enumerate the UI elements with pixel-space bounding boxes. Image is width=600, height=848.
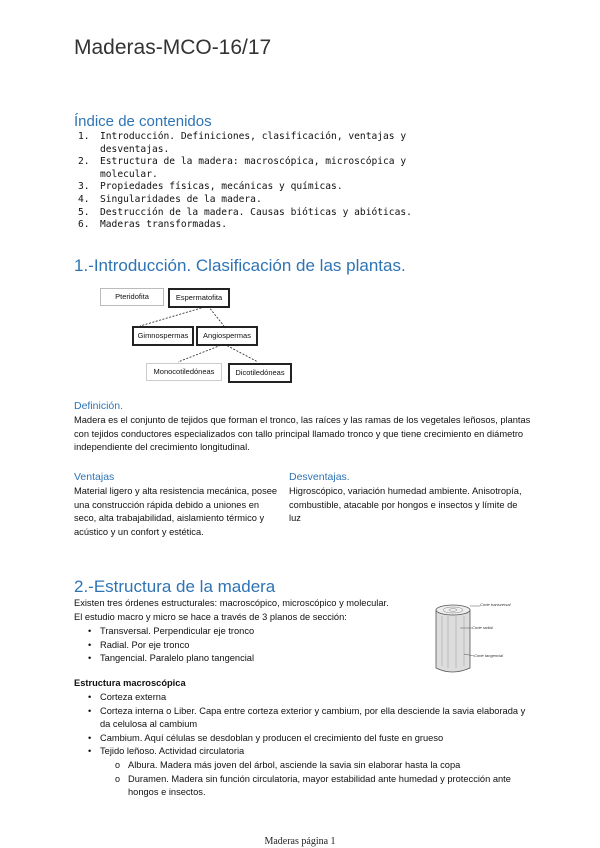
toc-item[interactable] (78, 219, 438, 232)
desventajas-text: Higroscópico, variación humedad ambiente. Anisotropía, combustible, atacable por hongos e insectos y límite de luz (289, 486, 522, 523)
figure-label: Corte tangencial (474, 653, 504, 658)
list-item: • Transversal. Perpendicular eje tronco (86, 625, 386, 639)
macro-list (86, 691, 526, 759)
document-title: Maderas-MCO-16/17 (74, 36, 272, 59)
toc-text: Estructura de la madera: macroscópica, microscópica y molecular. (100, 156, 407, 180)
planos-list (86, 625, 386, 666)
macro-heading: Estructura macroscópica (74, 678, 186, 688)
toc-number: 3. (78, 181, 90, 193)
ventajas-heading: Ventajas (74, 471, 115, 483)
toc-text: Introducción. Definiciones, clasificación, ventajas y desventajas. (100, 131, 407, 155)
list-item: • Corteza interna o Liber. Capa entre corteza exterior y cambium, por ella desciende la savia elaborada y da celulosa al cambium (86, 705, 526, 732)
definicion-heading: Definición. (74, 400, 124, 412)
trunk-drawing (430, 602, 530, 678)
classification-diagram (96, 286, 296, 386)
node-angiospermas: Angiospermas (196, 326, 258, 346)
list-item: • Radial. Por eje tronco (86, 639, 386, 653)
section2-intro-1: Existen tres órdenes estructurales: macroscópico, microscópico y molecular. (74, 598, 389, 608)
list-item: • Corteza externa (86, 691, 526, 705)
connector-line (224, 344, 258, 362)
toc-number: 4. (78, 193, 90, 205)
list-item: o Duramen. Madera sin función circulatoria, mayor estabilidad ante humedad y protección ante hongos e insectos. (114, 773, 534, 800)
section2-intro-2: El estudio macro y micro se hace a través de 3 planos de sección: (74, 612, 347, 622)
toc-item[interactable] (78, 156, 438, 181)
desventajas-heading: Desventajas. (289, 471, 350, 483)
node-pteridofita: Pteridofita (100, 288, 164, 306)
node-gimnospermas: Gimnospermas (132, 326, 194, 346)
trunk-figure (430, 602, 530, 678)
toc-text: Maderas transformadas. (100, 219, 228, 231)
toc-text: Destrucción de la madera. Causas bióticas y abióticas. (100, 206, 412, 218)
toc-item[interactable] (78, 207, 438, 220)
node-monocotiledoneas: Monocotiledóneas (146, 363, 222, 381)
sub-list (114, 759, 534, 800)
toc-text: Propiedades físicas, mecánicas y químicas. (100, 181, 343, 193)
list-item: • Tejido leñoso. Actividad circulatoria (86, 745, 526, 759)
toc-number: 1. (78, 131, 90, 142)
toc-number: 2. (78, 156, 90, 168)
toc-item[interactable] (78, 194, 438, 207)
toc-list (78, 131, 438, 232)
figure-label: Corte transversal (480, 602, 511, 607)
section2-heading: 2.-Estructura de la madera (74, 577, 276, 596)
figure-label: Corte radial (472, 625, 493, 630)
toc-item[interactable] (78, 131, 438, 156)
ventajas-text: Material ligero y alta resistencia mecánica, posee una construcción rápida debido a uniones en seco, alta trabajabilidad, aislamiento térmico y acústico y un confort y estética. (74, 486, 278, 537)
toc-item[interactable] (78, 181, 438, 194)
connector-line (140, 306, 208, 326)
page-footer: Maderas página 1 (264, 836, 336, 847)
section1-heading: 1.-Introducción. Clasificación de las plantas. (74, 256, 406, 275)
list-item: o Albura. Madera más joven del árbol, asciende la savia sin elaborar hasta la copa (114, 759, 534, 773)
node-espermatofita: Espermatofita (168, 288, 230, 308)
toc-number: 5. (78, 206, 90, 218)
node-dicotiledoneas: Dicotiledóneas (228, 363, 292, 383)
toc-number: 6. (78, 219, 90, 231)
list-item: • Cambium. Aquí células se desdoblan y producen el crecimiento del fuste en grueso (86, 732, 526, 746)
toc-text: Singularidades de la madera. (100, 193, 262, 205)
connector-line (178, 344, 224, 362)
definicion-text: Madera es el conjunto de tejidos que forman el tronco, las raíces y las ramas de los vegetales leñosos, plantas con tejidos conductores especializados con tallo principal llamado tronco y que tiene crecimiento en diámetro independiente del crecimiento longitudinal. (74, 415, 531, 452)
toc-heading: Índice de contenidos (74, 113, 212, 130)
connector-line (208, 306, 224, 326)
list-item: • Tangencial. Paralelo plano tangencial (86, 652, 386, 666)
